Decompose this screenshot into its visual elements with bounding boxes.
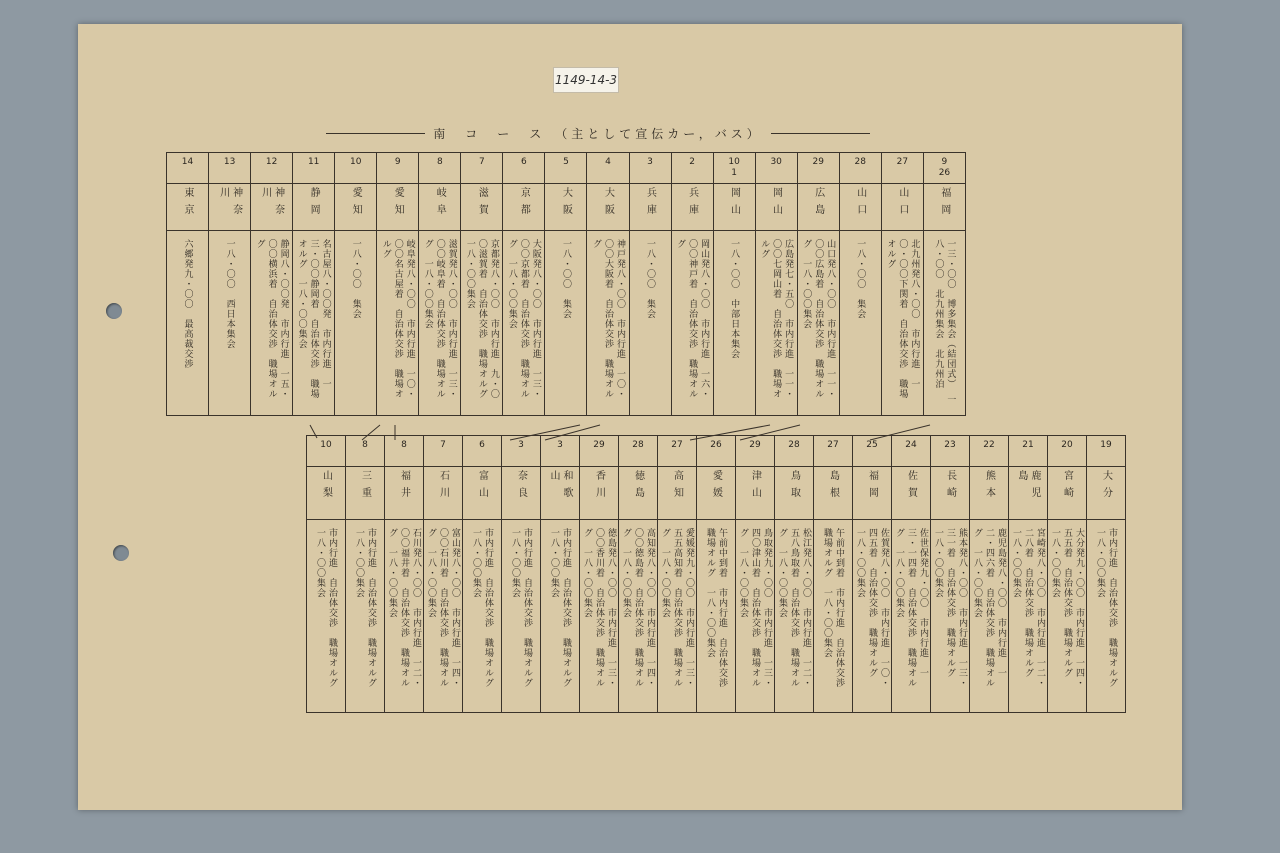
bottom-date: 27 xyxy=(671,440,683,450)
bottom-schedule-text: 市内行進 自治体交渉 職場オルグ 一八・〇〇集会 xyxy=(549,528,571,698)
top-date: 6 xyxy=(521,157,527,167)
top-date: 2 xyxy=(689,157,695,167)
route-arrow xyxy=(690,425,770,440)
top-schedule-text: 広島発七・五〇 市内行進 一一・〇〇七岡山着 自治体交渉 職場オルグ xyxy=(759,239,794,399)
bottom-date: 22 xyxy=(983,440,995,450)
bottom-schedule-text: 大分発九・〇〇 市内行進 一四・五五着 自治体交渉 職場オルグ 一八・〇〇集会 xyxy=(1050,528,1084,688)
bottom-prefecture: 熊本 xyxy=(983,470,995,504)
bottom-date: 26 xyxy=(710,440,722,450)
bottom-date: 7 xyxy=(440,440,446,450)
bottom-date: 29 xyxy=(593,440,605,450)
top-prefecture: 岡山 xyxy=(728,187,740,221)
route-arrow xyxy=(740,425,800,440)
top-date: 29 xyxy=(812,157,824,167)
bottom-date: 28 xyxy=(632,440,644,450)
bottom-schedule-text: 市内行進 自治体交渉 職場オルグ 一八・〇〇集会 xyxy=(471,528,493,698)
top-date: 7 xyxy=(478,157,485,167)
top-date: 27 xyxy=(896,157,909,167)
top-schedule-text: 京都発八・〇〇 市内行進 九・〇〇滋賀着 自治体交渉 職場オルグ 一八・〇〇集会 xyxy=(464,239,499,409)
top-date: 12 xyxy=(265,157,278,167)
top-prefecture: 岡山 xyxy=(770,187,782,221)
route-arrow xyxy=(362,425,380,440)
bottom-prefecture: 鹿児島 xyxy=(1016,470,1040,504)
bottom-prefecture: 島根 xyxy=(827,470,839,504)
bottom-schedule-text: 午前中到着 市内行進 自治体交渉 職場オルグ 一八・〇〇集会 xyxy=(705,528,727,698)
top-date: 10 1 xyxy=(728,157,740,178)
top-date: 5 xyxy=(563,157,569,167)
bottom-schedule-text: 富山発八・〇〇 市内行進 一四・〇〇石川着 自治体交渉 職場オルグ 一八・〇〇集会 xyxy=(426,528,460,688)
bottom-schedule-text: 午前中到着 市内行進 自治体交渉 職場オルグ 一八・〇〇集会 xyxy=(822,528,844,698)
top-prefecture: 山口 xyxy=(896,187,908,221)
bottom-date: 10 xyxy=(320,440,332,450)
top-prefecture: 神奈川 xyxy=(217,187,242,221)
top-schedule-text: 山口発八・〇〇 市内行進 一一・〇〇広島着 自治体交渉 職場オルグ 一八・〇〇集会 xyxy=(801,239,836,399)
bottom-prefecture: 和歌山 xyxy=(548,470,572,504)
top-date: 14 xyxy=(181,157,194,167)
top-date: 9 26 xyxy=(938,157,951,178)
bottom-schedule-text: 鹿児島発八・〇〇 市内行進 一二・四六着 自治体交渉 職場オルグ 一八・〇〇集会 xyxy=(972,528,1006,688)
bottom-schedule-text: 鳥取発九・〇〇 市内行進 一三・四〇津山着 自治体交渉 職場オルグ 一八・〇〇集会 xyxy=(738,528,772,688)
top-prefecture: 兵庫 xyxy=(686,187,698,221)
bottom-date: 8 xyxy=(401,440,407,450)
bottom-date: 21 xyxy=(1022,440,1034,450)
top-prefecture: 静岡 xyxy=(308,187,320,221)
bottom-prefecture: 山梨 xyxy=(320,470,332,504)
bottom-prefecture: 香川 xyxy=(593,470,605,504)
route-arrow xyxy=(310,425,317,438)
route-arrow xyxy=(870,425,930,440)
bottom-date: 3 xyxy=(518,440,524,450)
bottom-date: 29 xyxy=(749,440,761,450)
route-arrow xyxy=(545,425,600,440)
bottom-prefecture: 徳島 xyxy=(632,470,644,504)
top-schedule-text: 一八・〇〇 西日本集会 xyxy=(224,239,235,349)
top-prefecture: 大阪 xyxy=(560,187,572,221)
top-prefecture: 滋賀 xyxy=(476,187,488,221)
top-prefecture: 山口 xyxy=(854,187,866,221)
bottom-schedule-text: 熊本発八・〇〇 市内行進 一三・三一着 自治体交渉 職場オルグ 一八・〇〇集会 xyxy=(933,528,967,688)
bottom-schedule-text: 佐賀発八・〇〇 市内行進 一〇・四五着 自治体交渉 職場オルグ 一八・〇〇集会 xyxy=(855,528,889,688)
top-schedule-text: 一八・〇〇 集会 xyxy=(645,239,656,319)
bottom-prefecture: 鳥取 xyxy=(788,470,800,504)
bottom-prefecture: 福岡 xyxy=(866,470,878,504)
bottom-date: 27 xyxy=(827,440,839,450)
top-schedule-text: 六郷発九・〇〇 最高裁交渉 xyxy=(182,239,193,369)
bottom-prefecture: 石川 xyxy=(437,470,449,504)
bottom-prefecture: 三重 xyxy=(359,470,371,504)
bottom-date: 8 xyxy=(362,440,368,450)
top-date: 4 xyxy=(605,157,611,167)
top-prefecture: 愛知 xyxy=(350,187,362,221)
top-date: 10 xyxy=(349,157,362,167)
top-schedule-text: 一八・〇〇 中部日本集会 xyxy=(729,239,740,359)
bottom-prefecture: 大分 xyxy=(1100,470,1112,504)
bottom-date: 24 xyxy=(905,440,917,450)
top-date: 9 xyxy=(394,157,401,167)
top-schedule-text: 静岡八・〇〇発 市内行進 一五・〇〇横浜着 自治体交渉 職場オルグ xyxy=(254,239,289,399)
top-prefecture: 京都 xyxy=(518,187,530,221)
top-schedule-text: 岡山発八・〇〇 市内行進 一六・〇〇神戸着 自治体交渉 職場オルグ xyxy=(675,239,710,399)
bottom-schedule-text: 佐世保発九・〇〇 市内行進 一三・一四着 自治体交渉 職場オルグ 一八・〇〇集会 xyxy=(894,528,928,688)
bottom-prefecture: 長崎 xyxy=(944,470,956,504)
top-prefecture: 広島 xyxy=(812,187,824,221)
top-prefecture: 福岡 xyxy=(938,187,950,221)
top-schedule-text: 大阪発八・〇〇 市内行進 一三・〇〇京都着 自治体交渉 職場オルグ 一八・〇〇集会 xyxy=(506,239,541,399)
bottom-schedule-text: 石川発八・〇〇 市内行進 一二・〇〇福井着 自治体交渉 職場オルグ 一八・〇〇集会 xyxy=(387,528,421,688)
bottom-prefecture: 高知 xyxy=(671,470,683,504)
top-date: 8 xyxy=(436,157,443,167)
bottom-date: 25 xyxy=(866,440,878,450)
bottom-schedule-text: 市内行進 自治体交渉 職場オルグ 一八・〇〇集会 xyxy=(510,528,532,698)
top-prefecture: 東京 xyxy=(182,187,194,221)
bottom-schedule-text: 宮崎発八・〇〇 市内行進 一二・二八着 自治体交渉 職場オルグ 一八・〇〇集会 xyxy=(1011,528,1045,688)
bottom-date: 19 xyxy=(1100,440,1112,450)
top-date: 13 xyxy=(223,157,236,167)
bottom-schedule-text: 市内行進 自治体交渉 職場オルグ 一八・〇〇集会 xyxy=(1095,528,1117,698)
top-date: 30 xyxy=(770,157,782,167)
bottom-schedule-text: 愛媛発九・〇〇 市内行進 一三・五五高知着 自治体交渉 職場オルグ 一八・〇〇集会 xyxy=(660,528,694,688)
top-date: 11 xyxy=(307,157,320,167)
top-schedule-text: 名古屋八・〇〇発 市内行進 一三・〇〇静岡着 自治体交渉 職場オルグ 一八・〇〇集会 xyxy=(296,239,331,399)
top-prefecture: 愛知 xyxy=(392,187,404,221)
top-prefecture: 神奈川 xyxy=(259,187,284,221)
bottom-prefecture: 愛媛 xyxy=(710,470,722,504)
bottom-prefecture: 福井 xyxy=(398,470,410,504)
bottom-prefecture: 宮崎 xyxy=(1061,470,1073,504)
bottom-schedule-text: 高知発八・〇〇 市内行進 一四・〇〇徳島着 自治体交渉 職場オルグ 一八・〇〇集会 xyxy=(621,528,655,688)
bottom-schedule-text: 徳島発八・〇〇 市内行進 一三・〇〇香川着 自治体交渉 職場オルグ 一八・〇〇集会 xyxy=(582,528,616,688)
bottom-date: 28 xyxy=(788,440,800,450)
bottom-prefecture: 津山 xyxy=(749,470,761,504)
top-schedule-text: 一八・〇〇 集会 xyxy=(560,239,571,319)
top-prefecture: 岐阜 xyxy=(434,187,446,221)
top-schedule-text: 一八・〇〇 集会 xyxy=(855,239,866,319)
bottom-prefecture: 奈良 xyxy=(515,470,527,504)
top-date: 3 xyxy=(647,157,653,167)
top-schedule-text: 一八・〇〇 集会 xyxy=(350,239,361,319)
bottom-date: 20 xyxy=(1061,440,1073,450)
bottom-prefecture: 佐賀 xyxy=(905,470,917,504)
route-arrow xyxy=(510,425,580,440)
top-prefecture: 大阪 xyxy=(602,187,614,221)
course-title-text: 南 コ ー ス （主として宣伝カー，バス） xyxy=(433,126,763,141)
bottom-schedule-text: 松江発八・〇〇 市内行進 一二・五八鳥取着 自治体交渉 職場オルグ 一八・〇〇集会 xyxy=(777,528,811,688)
top-schedule-text: 岐阜発八・〇〇 市内行進 一〇・〇〇名古屋着 自治体交渉 職場オルグ xyxy=(380,239,415,399)
bottom-date: 6 xyxy=(479,440,485,450)
bottom-date: 3 xyxy=(557,440,563,450)
bottom-prefecture: 富山 xyxy=(476,470,488,504)
top-prefecture: 兵庫 xyxy=(644,187,656,221)
document-id-label: 1149-14-3 xyxy=(553,67,619,93)
bottom-schedule-text: 市内行進 自治体交渉 職場オルグ 一八・〇〇集会 xyxy=(354,528,376,698)
top-schedule-text: 一三・〇〇 博多集会（結団式） 一八・〇〇 北九州集会 北九州泊 xyxy=(933,239,956,405)
bottom-schedule-text: 市内行進 自治体交渉 職場オルグ 一八・〇〇集会 xyxy=(315,528,337,698)
top-schedule-text: 滋賀発八・〇〇 市内行進 一三・〇〇岐阜着 自治体交渉 職場オルグ 一八・〇〇集会 xyxy=(422,239,457,399)
top-date: 28 xyxy=(854,157,866,167)
top-schedule-text: 神戸発八・〇〇 市内行進 一〇・〇〇大阪着 自治体交渉 職場オルグ xyxy=(590,239,625,399)
top-schedule-text: 北九州発八・〇〇 市内行進 一〇・〇〇下関着 自治体交渉 職場オルグ xyxy=(885,239,920,399)
bottom-date: 23 xyxy=(944,440,956,450)
